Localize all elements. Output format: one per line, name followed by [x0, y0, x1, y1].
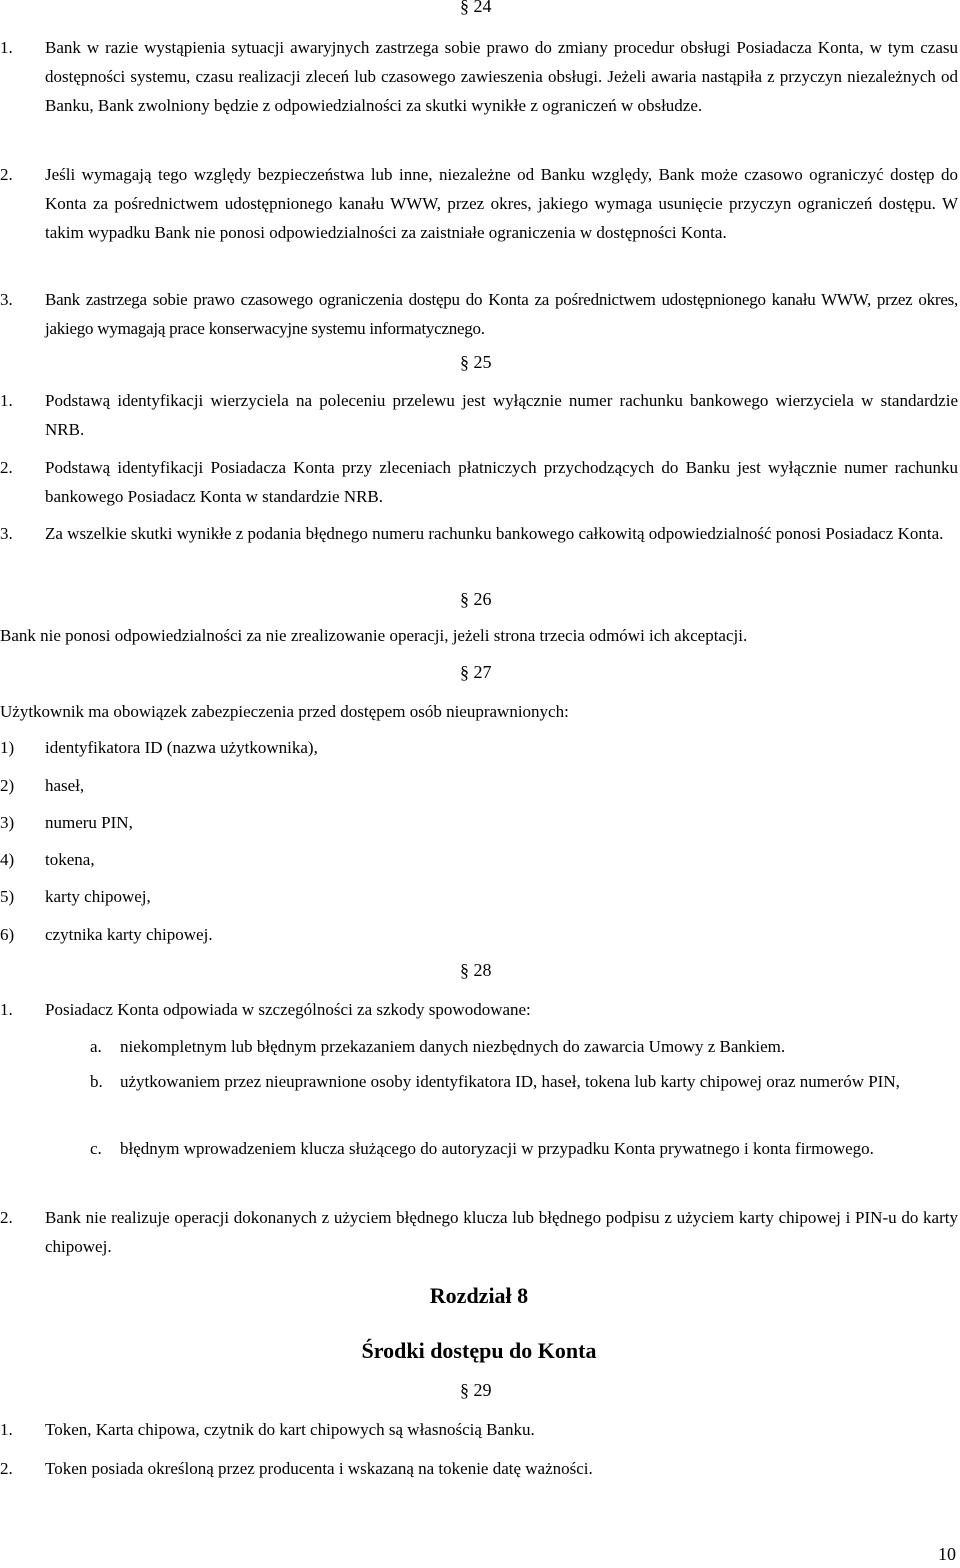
item-text: Bank zastrzega sobie prawo czasowego ograniczenia dostępu do Konta za pośrednictwem udostępnionego kanału WWW, przez okres, jakiego wymagają prace konserwacyjne systemu informatycznego. [45, 290, 958, 338]
s25-item-3 [0, 519, 958, 548]
s29-item-2 [0, 1454, 958, 1483]
s27-intro: Użytkownik ma obowiązek zabezpieczenia przed dostępem osób nieuprawnionych: [0, 702, 569, 721]
chapter-subtitle: Środki dostępu do Konta [361, 1338, 597, 1363]
section-mark-24: § 24 [460, 0, 492, 16]
item-text: haseł, [45, 776, 85, 795]
s27-list-item [0, 845, 958, 874]
item-number: 6) [0, 925, 15, 944]
item-text: Bank w razie wystąpienia sytuacji awaryjnych zastrzega sobie prawo do zmiany procedur obsługi Posiadacza Konta, w tym czasu dostępności systemu, czasu realizacji zleceń lub czasowego zawieszenia obsługi. Jeżeli awaria nastąpiła z przyczyn niezależnych od Banku, Bank zwolniony będzie z odpowiedzialności za skutki wynikłe z ograniczeń w obsłudze. [45, 38, 958, 115]
s24-item-1 [0, 33, 958, 120]
s27-list-item [0, 733, 958, 762]
item-number: 4) [0, 850, 15, 869]
section-mark-26: § 26 [460, 589, 492, 609]
item-text: czytnika karty chipowej. [45, 925, 213, 944]
item-number: 2. [0, 1208, 13, 1227]
s28-subitem-c [90, 1134, 958, 1163]
item-text: identyfikatora ID (nazwa użytkownika), [45, 738, 318, 757]
item-text: Jeśli wymagają tego względy bezpieczeństwa lub inne, niezależne od Banku względy, Bank może czasowo ograniczyć dostęp do Konta za pośrednictwem udostępnionego kanału WWW, przez okres, jakiego wymaga usunięcie przyczyn ograniczeń dostępu. W takim wypadku Bank nie ponosi odpowiedzialności za zaistniałe ograniczenia w dostępności Konta. [45, 165, 958, 242]
item-text: Token posiada określoną przez producenta i wskazaną na tokenie datę ważności. [45, 1459, 593, 1478]
subitem-letter: c. [90, 1139, 102, 1158]
s28-subitem-b [90, 1067, 958, 1096]
s27-list-item [0, 920, 958, 949]
subitem-letter: b. [90, 1072, 103, 1091]
item-number: 1. [0, 1420, 13, 1439]
item-number: 1) [0, 738, 15, 757]
s29-item-1 [0, 1415, 958, 1444]
item-text: Za wszelkie skutki wynikłe z podania błędnego numeru rachunku bankowego całkowitą odpowiedzialność ponosi Posiadacz Konta. [45, 524, 944, 543]
section-mark-27: § 27 [460, 662, 492, 682]
subitem-text: błędnym wprowadzeniem klucza służącego do autoryzacji w przypadku Konta prywatnego i konta firmowego. [120, 1139, 874, 1158]
section-mark-25: § 25 [460, 352, 492, 372]
chapter-title: Rozdział 8 [429, 1283, 529, 1308]
item-number: 2) [0, 776, 15, 795]
s24-item-3 [0, 285, 958, 343]
item-number: 2. [0, 458, 13, 477]
subitem-letter: a. [90, 1037, 102, 1056]
s27-list-item [0, 771, 958, 800]
s26-paragraph: Bank nie ponosi odpowiedzialności za nie zrealizowanie operacji, jeżeli strona trzecia odmówi ich akceptacji. [0, 626, 748, 645]
item-number: 2. [0, 1459, 13, 1478]
item-number: 3. [0, 290, 13, 309]
item-text: Podstawą identyfikacji wierzyciela na poleceniu przelewu jest wyłącznie numer rachunku bankowego wierzyciela w standardzie NRB. [45, 391, 958, 439]
s27-list-item [0, 882, 958, 911]
s28-subitem-a [90, 1032, 958, 1061]
s25-item-1 [0, 386, 958, 444]
item-number: 1. [0, 391, 13, 410]
item-number: 1. [0, 38, 13, 57]
section-mark-29: § 29 [460, 1380, 492, 1400]
section-mark-28: § 28 [460, 960, 492, 980]
page-number: 10 [938, 1544, 956, 1564]
item-text: Podstawą identyfikacji Posiadacza Konta przy zleceniach płatniczych przychodzących do Banku jest wyłącznie numer rachunku bankowego Posiadacz Konta w standardzie NRB. [45, 458, 958, 506]
item-number: 2. [0, 165, 13, 184]
s28-item-2 [0, 1203, 958, 1261]
item-text: Bank nie realizuje operacji dokonanych z użyciem błędnego klucza lub błędnego podpisu z użyciem karty chipowej i PIN-u do karty chipowej. [45, 1208, 958, 1256]
item-number: 5) [0, 887, 15, 906]
item-text: Token, Karta chipowa, czytnik do kart chipowych są własnością Banku. [45, 1420, 535, 1439]
s25-item-2 [0, 453, 958, 511]
item-text: numeru PIN, [45, 813, 133, 832]
s24-item-2 [0, 160, 958, 247]
item-text: tokena, [45, 850, 95, 869]
item-number: 3) [0, 813, 15, 832]
s28-item-1 [0, 995, 958, 1024]
s27-list-item [0, 808, 958, 837]
item-number: 1. [0, 1000, 13, 1019]
subitem-text: niekompletnym lub błędnym przekazaniem danych niezbędnych do zawarcia Umowy z Bankiem. [120, 1037, 786, 1056]
subitem-text: użytkowaniem przez nieuprawnione osoby identyfikatora ID, haseł, tokena lub karty chipowej oraz numerów PIN, [120, 1072, 900, 1091]
item-text: karty chipowej, [45, 887, 151, 906]
item-number: 3. [0, 524, 13, 543]
item-text: Posiadacz Konta odpowiada w szczególności za szkody spowodowane: [45, 1000, 531, 1019]
